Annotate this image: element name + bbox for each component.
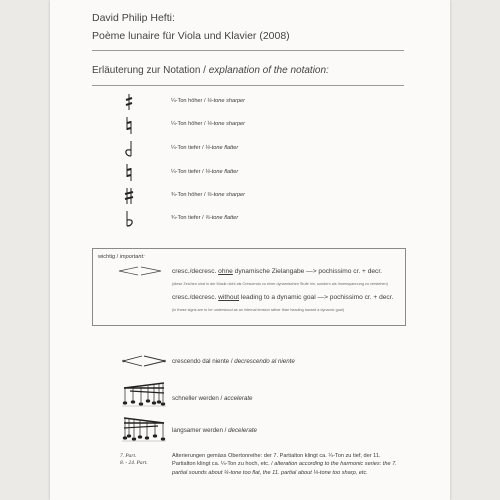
important-detail-de: (diese Zeichen sind in der Musik nicht als Crescendo zu einer dynamischen Stufe hin, sondern als Innenspannung zu verstehen) xyxy=(172,282,388,286)
score-page xyxy=(50,0,450,500)
decelerando-beam-icon xyxy=(122,415,166,445)
three-quarter-sharp-icon xyxy=(122,185,136,207)
quarter-flat-icon xyxy=(122,138,136,160)
accidental-label-2: ¼-Ton höher / ¼-tone sharper xyxy=(171,121,246,127)
gesture-label-2: schneller werden / accelerate xyxy=(172,395,253,402)
hairpin-pair-icon xyxy=(118,266,162,276)
accidental-label-3: ¼-Ton tiefer / ¼-tone flatter xyxy=(171,145,239,151)
work-title: Poème lunaire für Viola und Klavier (2008) xyxy=(92,30,290,42)
quarter-natural-up-icon xyxy=(122,114,136,136)
notation-heading: Erläuterung zur Notation / explanation of the notation: xyxy=(92,65,329,76)
accidental-label-4: ¼-Ton tiefer / ¼-tone flatter xyxy=(171,169,239,175)
alteration-note: Alterierungen gemäss Obertonreihe: der 7. Partialton klingt ca. ¼-Ton zu tief, der 11. Partialton klingt ca. ¼-Ton zu hoch, etc. / alteration according to the harmonic series: the 7. partial sounds about ¼-tone too flat, the 11. partial about ¼-tone too sharp, etc. xyxy=(172,453,397,476)
important-note-en: cresc./decresc. without leading to a dynamic goal —> pochissimo cr. + decr. xyxy=(172,294,394,301)
three-quarter-flat-icon xyxy=(122,208,136,230)
partial-label-7: 7. Part. xyxy=(120,453,137,459)
gesture-label-1: crescendo dal niente / decrescendo al niente xyxy=(172,358,295,365)
accelerando-beam-icon xyxy=(122,380,166,410)
partial-label-8-24: 8. - 24. Part. xyxy=(120,460,148,466)
partial-labels xyxy=(120,453,148,467)
quarter-sharp-icon xyxy=(122,91,136,113)
composer-name: David Philip Hefti: xyxy=(92,12,175,24)
header-rule xyxy=(92,50,404,51)
gesture-label-3: langsamer werden / decelerate xyxy=(172,427,257,434)
accidental-label-6: ¾-Ton tiefer / ¾-tone flatter xyxy=(171,215,239,221)
crescendo-from-nothing-icon xyxy=(122,355,166,367)
important-detail-en: (in these signs are to be understood as an internal tension rather than heading toward a dynamic goal) xyxy=(172,308,345,312)
quarter-natural-down-icon xyxy=(122,162,136,184)
heading-rule xyxy=(92,85,404,86)
accidental-label-5: ¾-Ton höher / ¾-tone sharper xyxy=(171,192,246,198)
important-note-de: cresc./decresc. ohne dynamische Zielangabe —> pochissimo cr. + decr. xyxy=(172,268,383,275)
important-label: wichtig / important: xyxy=(98,254,145,260)
accidental-label-1: ¼-Ton höher / ¼-tone sharper xyxy=(171,98,246,104)
